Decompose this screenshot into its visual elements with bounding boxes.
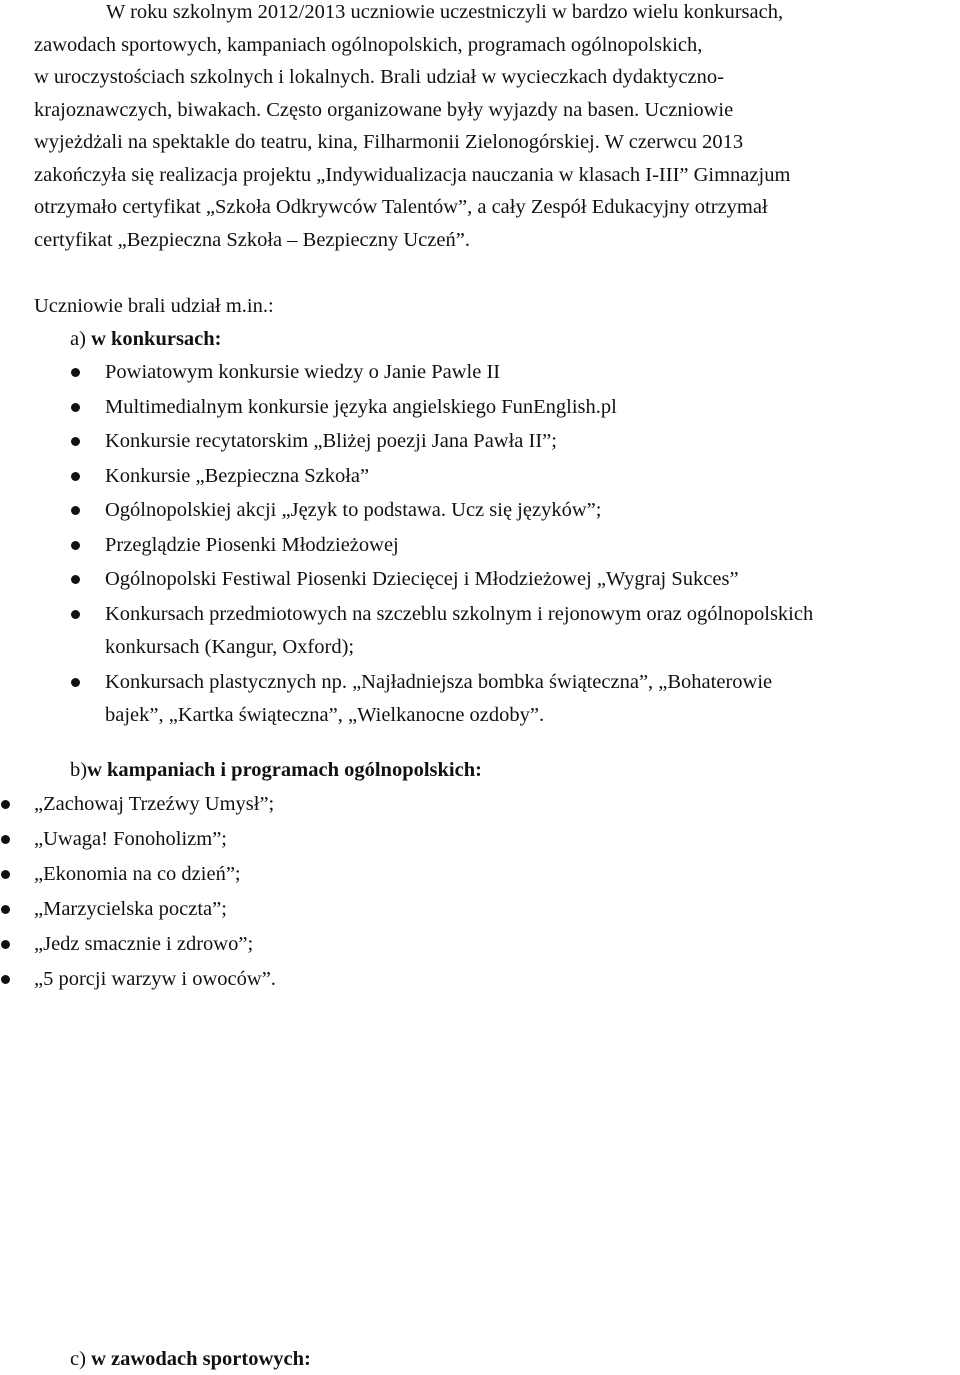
list-item: [0, 892, 960, 927]
list-item: [0, 666, 960, 733]
intro-line: otrzymało certyfikat „Szkoła Odkrywców Talentów”, a cały Zespół Edukacyjny otrzymał: [34, 196, 768, 218]
intro-paragraph: [34, 0, 954, 256]
list-item: [0, 927, 960, 962]
section-b-heading: [70, 754, 482, 786]
intro-line: w uroczystościach szkolnych i lokalnych. Brali udział w wycieczkach dydaktyczno-: [34, 66, 724, 88]
bullet-icon: [71, 403, 80, 412]
list-item-text: Konkursie recytatorskim „Bliżej poezji Jana Pawła II”;: [105, 430, 557, 452]
intro-line: zawodach sportowych, kampaniach ogólnopolskich, programach ogólnopolskich,: [34, 33, 703, 56]
list-item-text: Ogólnopolskiej akcji „Język to podstawa. Ucz się języków”;: [105, 499, 602, 521]
list-item: [0, 787, 960, 822]
intro-line: wyjeżdżali na spektakle do teatru, kina, Filharmonii Zielonogórskiej. W czerwcu 2013: [34, 131, 744, 153]
list-item-text: „Jedz smacznie i zdrowo”;: [34, 933, 254, 955]
section-c-heading: [70, 1343, 311, 1375]
list-item-text: Konkursach przedmiotowych na szczeblu szkolnym i rejonowym oraz ogólnopolskich: [105, 602, 814, 625]
bullet-icon: [1, 905, 10, 914]
bullet-icon: [71, 506, 80, 515]
bullet-icon: [71, 368, 80, 377]
bullet-icon: [71, 610, 80, 619]
bullet-icon: [1, 870, 10, 879]
list-item-text-continued: bajek”, „Kartka świąteczna”, „Wielkanocne ozdoby”.: [105, 704, 545, 726]
list-item-text: „Uwaga! Fonoholizm”;: [34, 828, 227, 850]
bullet-icon: [71, 575, 80, 584]
bullet-icon: [1, 835, 10, 844]
list-item-text: „Ekonomia na co dzień”;: [34, 863, 241, 885]
list-item-text: „5 porcji warzyw i owoców”.: [34, 968, 276, 990]
campaigns-list: [0, 787, 960, 997]
list-item-text: „Zachowaj Trzeźwy Umysł”;: [34, 793, 275, 815]
intro-line: zakończyła się realizacja projektu „Indywidualizacja nauczania w klasach I-III” Gimnazjum: [34, 163, 791, 186]
list-item: [0, 529, 960, 563]
intro-line: W roku szkolnym 2012/2013 uczniowie uczestniczyli w bardzo wielu konkursach,: [106, 1, 784, 23]
list-item-text: Multimedialnym konkursie języka angielskiego FunEnglish.pl: [105, 395, 617, 418]
list-item-text: Powiatowym konkursie wiedzy o Janie Pawle II: [105, 361, 501, 383]
list-item: [0, 425, 960, 459]
bullet-icon: [71, 472, 80, 481]
list-item-text: Konkursie „Bezpieczna Szkoła”: [105, 464, 370, 487]
list-item: [0, 494, 960, 528]
list-item-text: Przeglądzie Piosenki Młodzieżowej: [105, 533, 399, 556]
list-item-text-continued: konkursach (Kangur, Oxford);: [105, 636, 355, 658]
list-item-text: „Marzycielska poczta”;: [34, 898, 227, 920]
intro-line: certyfikat „Bezpieczna Szkoła – Bezpieczny Uczeń”.: [34, 228, 470, 251]
section-c-title: w zawodach sportowych:: [91, 1348, 311, 1370]
bullet-icon: [1, 800, 10, 809]
list-item-text: Konkursach plastycznych np. „Najładniejsza bombka świąteczna”, „Bohaterowie: [105, 670, 773, 693]
list-item: [0, 822, 960, 857]
bullet-icon: [71, 541, 80, 550]
list-item: [0, 598, 960, 665]
bullet-icon: [71, 437, 80, 446]
bullet-icon: [71, 678, 80, 687]
list-item: [0, 962, 960, 997]
competitions-list: [0, 356, 960, 734]
section-b-title: w kampaniach i programach ogólnopolskich:: [87, 759, 482, 781]
bullet-icon: [1, 940, 10, 949]
section-a-title: w konkursach:: [91, 328, 222, 350]
list-item: [0, 857, 960, 892]
bullet-icon: [1, 975, 10, 984]
participation-header: Uczniowie brali udział m.in.:: [34, 295, 274, 317]
list-item: [0, 356, 960, 390]
list-item: [0, 460, 960, 494]
list-item: [0, 391, 960, 425]
section-c-prefix: c): [70, 1348, 92, 1370]
section-a-prefix: a): [70, 328, 92, 350]
section-b-prefix: b): [70, 759, 88, 781]
section-a-heading: [70, 323, 222, 355]
list-item: [0, 563, 960, 597]
list-item-text: Ogólnopolski Festiwal Piosenki Dziecięcej i Młodzieżowej „Wygraj Sukces”: [105, 568, 739, 590]
intro-line: krajoznawczych, biwakach. Często organizowane były wyjazdy na basen. Uczniowie: [34, 98, 734, 121]
